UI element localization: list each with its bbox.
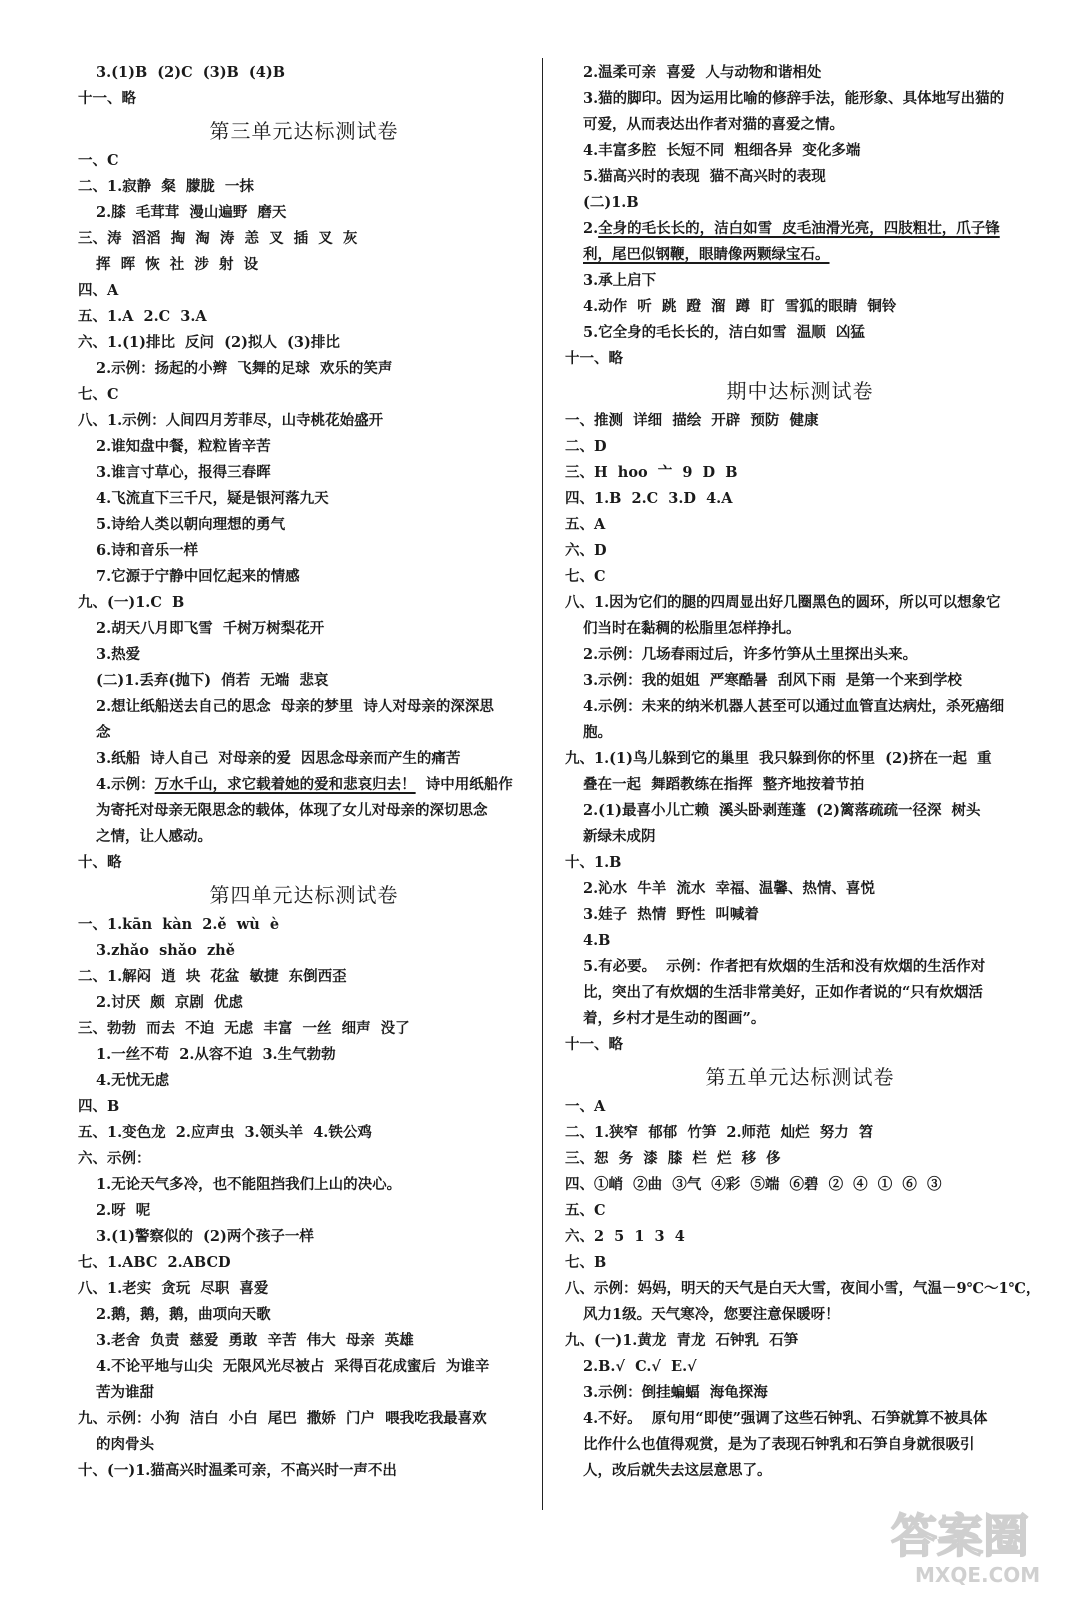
answer-line: 3.娃子 热情 野性 叫喊着	[583, 906, 759, 923]
answer-line: 十一、略	[565, 1036, 623, 1053]
answer-line: 的肉骨头	[96, 1436, 154, 1453]
answer-line: 六、2 5 1 3 4	[565, 1228, 685, 1245]
underlined-text: 利，尾巴似钢鞭，眼睛像两颗绿宝石。	[583, 246, 830, 263]
answer-line: 一、1.kān kàn 2.ě wù è	[78, 916, 280, 933]
answer-line: 2.想让纸船送去自己的思念 母亲的梦里 诗人对母亲的深深思	[96, 698, 494, 715]
answer-line: 4.动作 听 跳 蹬 溜 蹲 盯 雪狐的眼睛 铜铃	[583, 298, 897, 315]
answer-line: 2.温柔可亲 喜爱 人与动物和谐相处	[583, 64, 822, 81]
answer-line: 三、涛 滔滔 掏 淘 涛 恙 叉 插 叉 灰	[78, 230, 358, 247]
answer-line: (二)1.B	[583, 194, 639, 211]
answer-line: 3.示例：我的姐姐 严寒酷暑 刮风下雨 是第一个来到学校	[583, 672, 962, 689]
answer-line: 十、1.B	[565, 854, 622, 871]
answer-line: 九、示例：小狗 洁白 小白 尾巴 撒娇 门户 喂我吃我最喜欢	[78, 1410, 487, 1427]
answer-line: 叠在一起 舞蹈教练在指挥 整齐地按着节拍	[583, 776, 865, 793]
answer-line: 3.zhǎo shǎo zhě	[96, 942, 235, 959]
answer-line: 风力1级。天气寒冷，您要注意保暖呀！	[583, 1306, 840, 1323]
answer-line: 3.猫的脚印。因为运用比喻的修辞手法，能形象、具体地写出猫的	[583, 90, 1005, 107]
answer-line: 4.飞流直下三千尺，疑是银河落九天	[96, 490, 329, 507]
answer-line: 四、①峭 ②曲 ③气 ④彩 ⑤端 ⑥碧 ② ④ ① ⑥ ③	[565, 1176, 942, 1193]
answer-line: 八、1.示例：人间四月芳菲尽，山寺桃花始盛开	[78, 412, 384, 429]
answer-line: 4.不好。 原句用“即使”强调了这些石钟乳、石笋就算不被具体	[583, 1410, 988, 1427]
answer-line: 七、1.ABC 2.ABCD	[78, 1254, 231, 1271]
answer-line: 2.鹅，鹅，鹅，曲项向天歌	[96, 1306, 271, 1323]
answer-line: 五、1.变色龙 2.应声虫 3.领头羊 4.铁公鸡	[78, 1124, 372, 1141]
answer-line: 2.(1)最喜小儿亡赖 溪头卧剥莲蓬 (2)篱落疏疏一径深 树头	[583, 802, 981, 819]
answer-line: 二、D	[565, 438, 607, 455]
answer-line: 5.有必要。 示例：作者把有炊烟的生活和没有炊烟的生活作对	[583, 958, 986, 975]
answer-line: 2.胡天八月即飞雪 千树万树梨花开	[96, 620, 325, 637]
answer-line: 九、(一)1.C B	[78, 594, 185, 611]
answer-line: 为寄托对母亲无限思念的载体，体现了女儿对母亲的深切思念	[96, 802, 488, 819]
answer-line	[565, 242, 1035, 268]
left-column	[78, 60, 530, 1484]
answer-line: 六、1.(1)排比 反问 (2)拟人 (3)排比	[78, 334, 340, 351]
answer-line: 新绿未成阴	[583, 828, 656, 845]
answer-line: 之情，让人感动。	[96, 828, 212, 845]
answer-line: 八、1.老实 贪玩 尽职 喜爱	[78, 1280, 269, 1297]
section-title: 第五单元达标测试卷	[705, 1065, 895, 1089]
answer-line: 五、C	[565, 1202, 606, 1219]
answer-line: 2.示例：扬起的小辫 飞舞的足球 欢乐的笑声	[96, 360, 393, 377]
answer-line: 挥 晖 恢 社 涉 射 设	[96, 256, 259, 273]
answer-text: 2.	[583, 220, 599, 237]
underlined-text: 全身的毛长长的，洁白如雪 皮毛油滑光亮，四肢粗壮，爪子锋	[598, 220, 1000, 237]
answer-line: 人，改后就失去这层意思了。	[583, 1462, 772, 1479]
answer-line: 一、A	[565, 1098, 606, 1115]
section-title: 第四单元达标测试卷	[209, 883, 399, 907]
answer-line: 三、H hoo 亠 9 D B	[565, 464, 738, 481]
watermark-logo	[885, 1490, 1055, 1590]
answer-line: 八、1.因为它们的腿的四周显出好几圈黑色的圆环，所以可以想象它	[565, 594, 1001, 611]
answer-line: 可爱，从而表达出作者对猫的喜爱之情。	[583, 116, 844, 133]
answer-line: 3.示例：倒挂蝙蝠 海龟探海	[583, 1384, 768, 1401]
answer-line: 六、D	[565, 542, 607, 559]
answer-line: 十一、略	[565, 350, 623, 367]
column-divider	[542, 58, 543, 1510]
answer-line: 2.示例：几场春雨过后，许多竹笋从土里探出头来。	[583, 646, 918, 663]
answer-line: 2.B.√ C.√ E.√	[583, 1358, 697, 1375]
section-title: 第三单元达标测试卷	[209, 119, 399, 143]
answer-line: 四、A	[78, 282, 119, 299]
answer-line: 4.不论平地与山尖 无限风光尽被占 采得百花成蜜后 为谁辛	[96, 1358, 490, 1375]
answer-line: 七、B	[565, 1254, 607, 1271]
answer-line: 3.纸船 诗人自己 对母亲的爱 因思念母亲而产生的痛苦	[96, 750, 461, 767]
answer-line: 三、勃勃 而去 不迫 无虑 丰富 一丝 细声 没了	[78, 1020, 410, 1037]
answer-line: 二、1.狭窄 郁郁 竹笋 2.师范 灿烂 努力 笤	[565, 1124, 874, 1141]
answer-line: 胞。	[583, 724, 612, 741]
answer-line: 十、略	[78, 854, 122, 871]
answer-line: 四、1.B 2.C 3.D 4.A	[565, 490, 733, 507]
answer-line: 3.(1)警察似的 (2)两个孩子一样	[96, 1228, 314, 1245]
answer-line: 5.猫高兴时的表现 猫不高兴时的表现	[583, 168, 826, 185]
answer-line: 6.诗和音乐一样	[96, 542, 199, 559]
answer-line: 2.膝 毛茸茸 漫山遍野 磨天	[96, 204, 287, 221]
answer-line: 十、(一)1.猫高兴时温柔可亲，不高兴时一声不出	[78, 1462, 397, 1479]
watermark-sub: MXQE.COM	[915, 1563, 1041, 1587]
answer-line: 一、推测 详细 描绘 开辟 预防 健康	[565, 412, 819, 429]
section-title: 期中达标测试卷	[726, 379, 874, 403]
answer-line: 5.诗给人类以朝向理想的勇气	[96, 516, 286, 533]
answer-line: 三、恕 务 漆 膝 栏 烂 移 侈	[565, 1150, 781, 1167]
answer-line: 九、(一)1.黄龙 青龙 石钟乳 石笋	[565, 1332, 799, 1349]
underlined-text: 万水千山，求它载着她的爱和悲哀归去！	[154, 776, 416, 793]
answer-line: 念	[96, 724, 111, 741]
answer-line: 苦为谁甜	[96, 1384, 154, 1401]
answer-line: 3.承上启下	[583, 272, 657, 289]
answer-line	[78, 772, 530, 798]
answer-line: 4.B	[583, 932, 611, 949]
answer-line: 2.讨厌 颇 京剧 优虑	[96, 994, 243, 1011]
answer-line: 五、1.A 2.C 3.A	[78, 308, 207, 325]
answer-line: 们当时在黏稠的松脂里怎样挣扎。	[583, 620, 801, 637]
answer-line: 十一、略	[78, 90, 136, 107]
answer-line: 3.热爱	[96, 646, 141, 663]
answer-line: 着，乡村才是生动的图画”。	[583, 1010, 766, 1027]
answer-line: 1.无论天气多冷，也不能阻挡我们上山的决心。	[96, 1176, 402, 1193]
answer-line: 比作什么也值得观赏，是为了表现石钟乳和石笋自身就很吸引	[583, 1436, 975, 1453]
answer-line: 2.谁知盘中餐，粒粒皆辛苦	[96, 438, 271, 455]
answer-line: 2.沁水 牛羊 流水 幸福、温馨、热情、喜悦	[583, 880, 875, 897]
watermark-text: 答案圈	[891, 1509, 1029, 1563]
answer-line: 六、示例：	[78, 1150, 151, 1167]
answer-line: 4.示例：未来的纳米机器人甚至可以通过血管直达病灶，杀死癌细	[583, 698, 1005, 715]
answer-text-after: 诗中用纸船作	[415, 776, 513, 793]
answer-line: 二、1.寂静 粲 朦胧 一抹	[78, 178, 254, 195]
right-column	[565, 60, 1041, 1484]
answer-line: 4.丰富多腔 长短不同 粗细各异 变化多端	[583, 142, 861, 159]
answer-line: 二、1.解闷 逍 块 花盆 敏捷 东倒西歪	[78, 968, 347, 985]
answer-line: 五、A	[565, 516, 606, 533]
answer-line: 九、1.(1)鸟儿躲到它的巢里 我只躲到你的怀里 (2)挤在一起 重	[565, 750, 992, 767]
answer-line: 3.谁言寸草心，报得三春晖	[96, 464, 271, 481]
answer-line: 七、C	[565, 568, 606, 585]
answer-text: 4.示例：	[96, 776, 155, 793]
answer-line: 5.它全身的毛长长的，洁白如雪 温顺 凶猛	[583, 324, 865, 341]
answer-line: 比，突出了有炊烟的生活非常美好，正如作者说的“只有炊烟活	[583, 984, 983, 1001]
answer-line: 2.呀 呢	[96, 1202, 151, 1219]
answer-line: 八、示例：妈妈，明天的天气是白天大雪，夜间小雪，气温－9℃～1℃，	[565, 1280, 1041, 1297]
answer-line: 4.无忧无虑	[96, 1072, 170, 1089]
answer-line: 四、B	[78, 1098, 120, 1115]
answer-line: 3.(1)B (2)C (3)B (4)B	[96, 64, 285, 81]
answer-line	[565, 216, 1035, 242]
answer-line: 3.老舍 负责 慈爱 勇敢 辛苦 伟大 母亲 英雄	[96, 1332, 414, 1349]
answer-line: 七、C	[78, 386, 119, 403]
answer-line: (二)1.丢弃(抛下) 俏若 无端 悲哀	[96, 672, 329, 689]
answer-line: 1.一丝不苟 2.从容不迫 3.生气勃勃	[96, 1046, 336, 1063]
answer-line: 7.它源于宁静中回忆起来的情感	[96, 568, 300, 585]
answer-line: 一、C	[78, 152, 119, 169]
